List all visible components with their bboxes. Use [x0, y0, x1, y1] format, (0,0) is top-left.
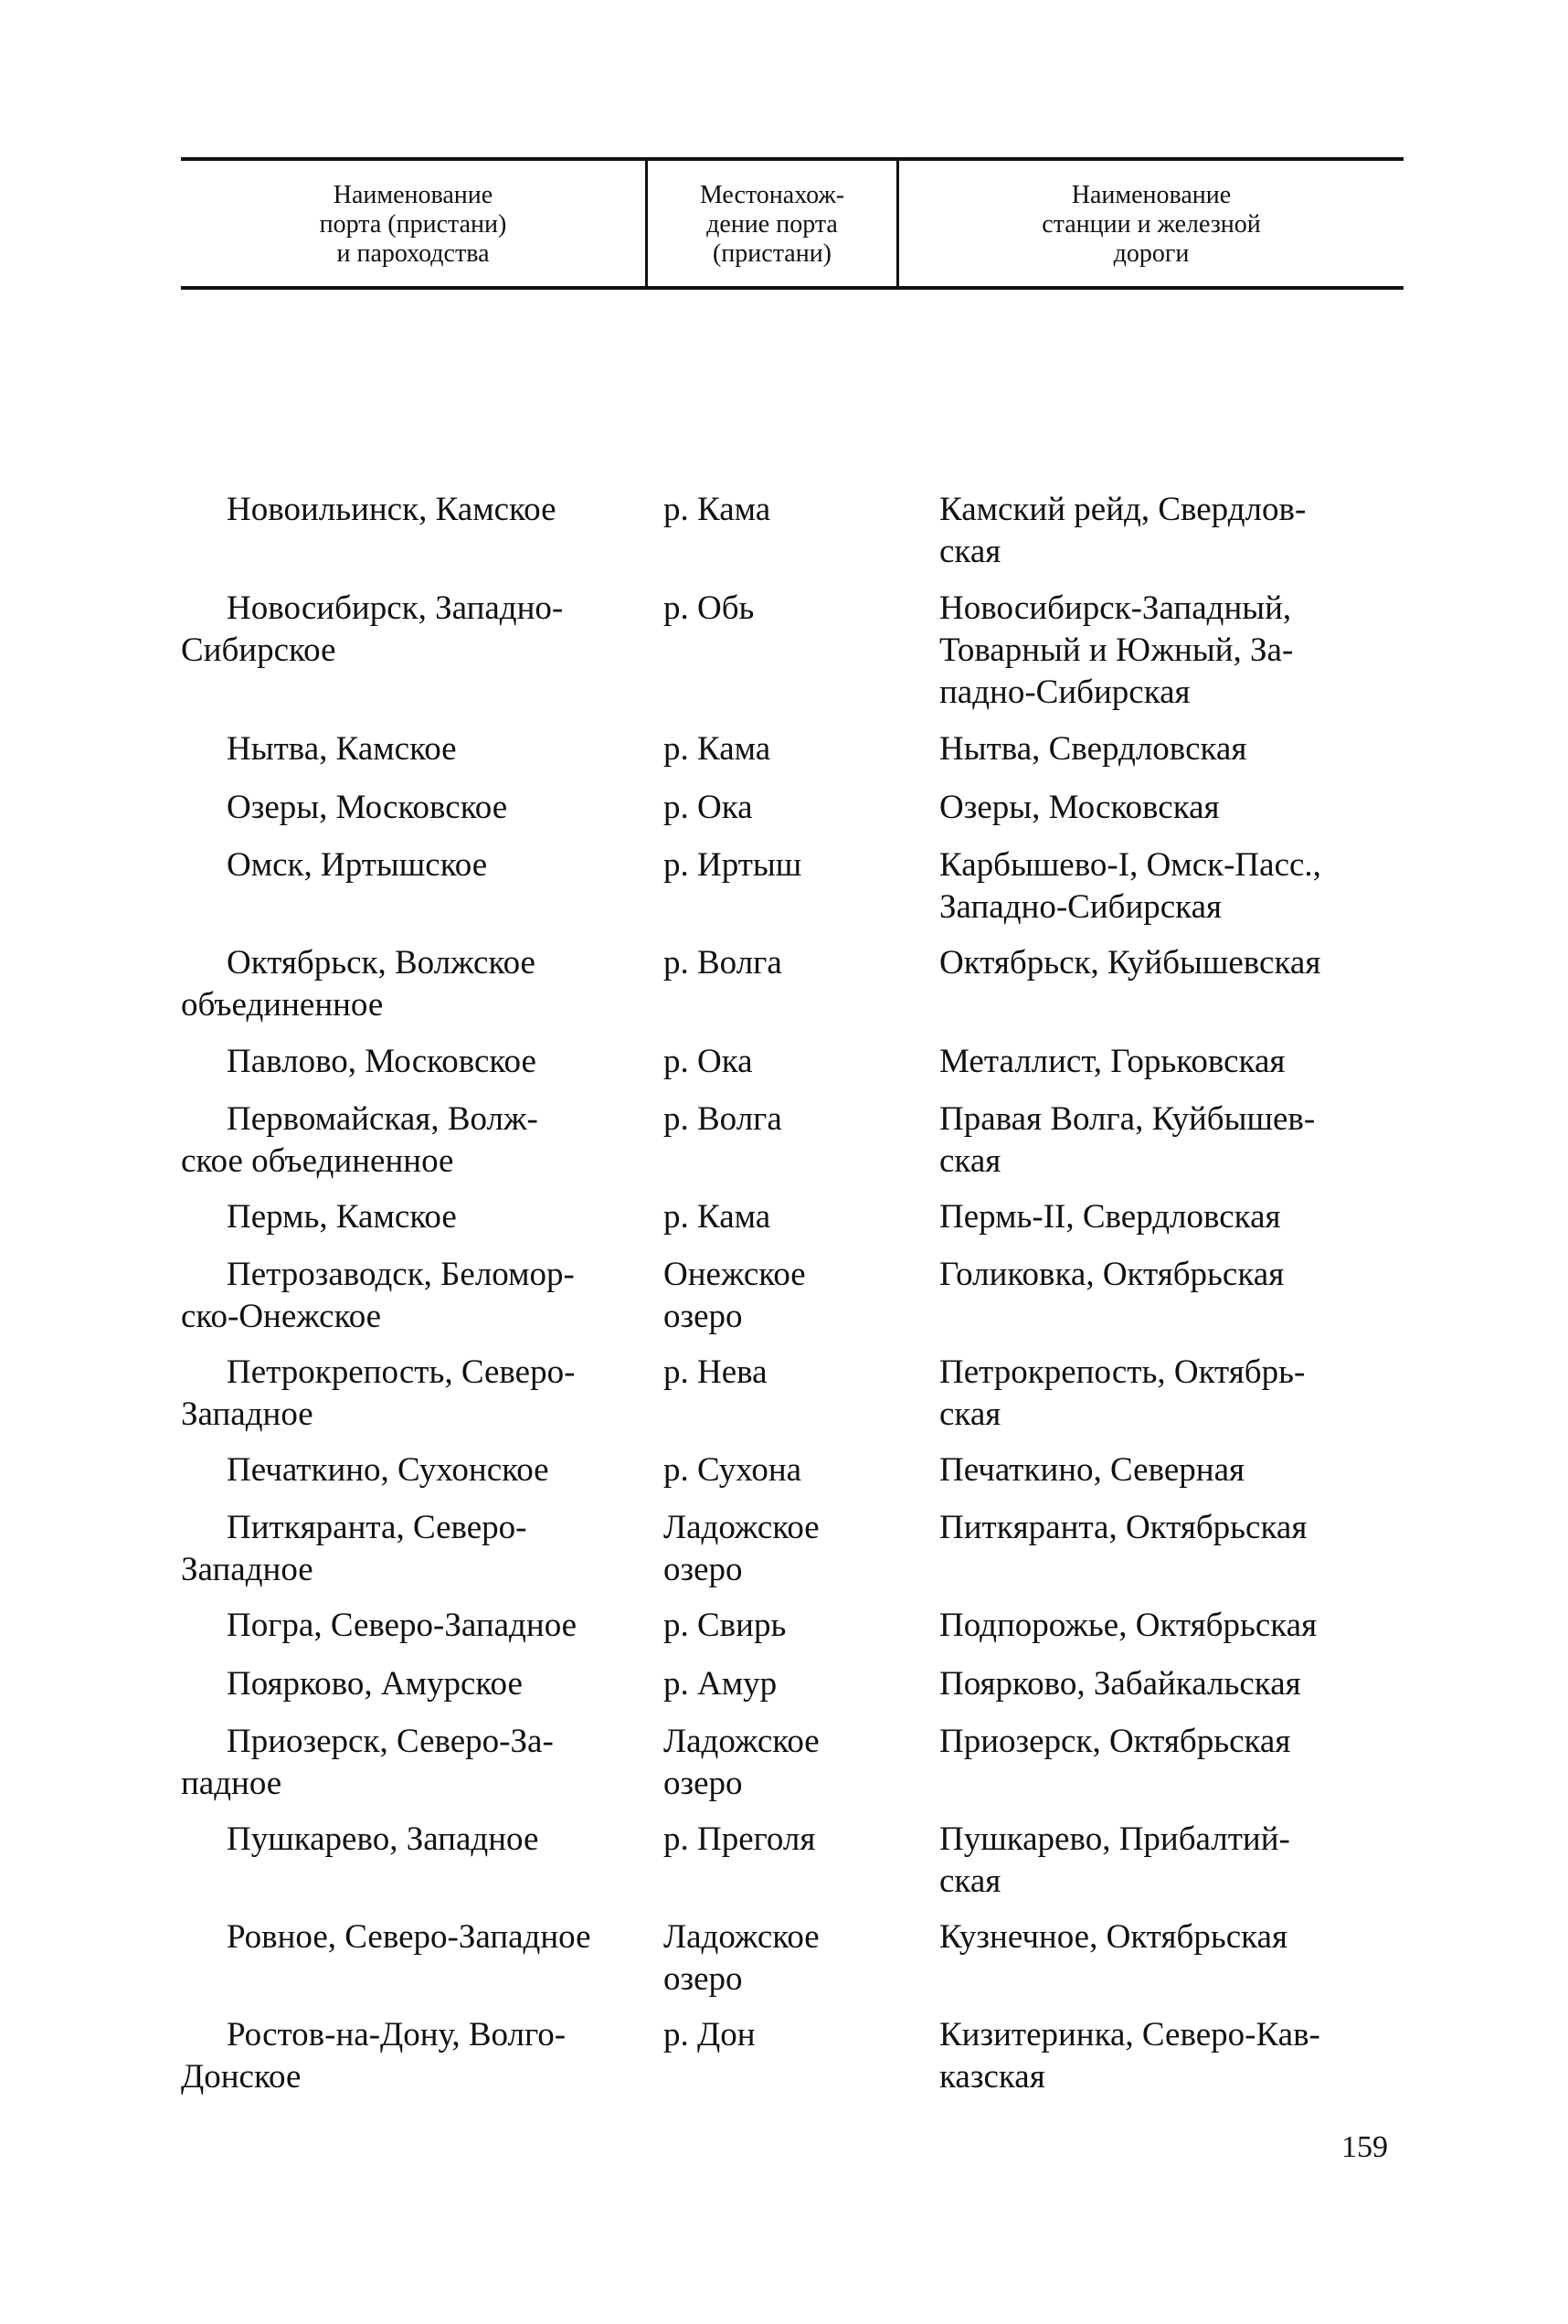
station-cell	[939, 1819, 1405, 1903]
cell-line: Товарный и Южный, За-	[939, 631, 1294, 669]
cell-line: Пушкарево, Западное	[227, 1820, 539, 1858]
cell-line: озеро	[663, 1298, 743, 1335]
location-cell	[663, 1819, 928, 1861]
port-cell	[181, 2014, 656, 2098]
header-line: дороги	[1113, 239, 1190, 268]
cell-line: ская	[939, 1395, 1001, 1433]
location-cell	[663, 1352, 928, 1394]
port-cell	[181, 1196, 656, 1238]
cell-line: Онежское	[663, 1256, 806, 1293]
cell-line: ское объединенное	[181, 1142, 454, 1180]
station-cell	[939, 588, 1405, 714]
station-cell	[939, 787, 1405, 829]
cell-line: Печаткино, Сухонское	[227, 1451, 549, 1489]
cell-line: Камский рейд, Свердлов-	[939, 491, 1307, 528]
location-cell	[663, 489, 928, 531]
station-cell	[939, 1721, 1405, 1763]
cell-line: Ростов-на-Дону, Волго-	[227, 2016, 567, 2053]
cell-line: р. Кама	[663, 491, 771, 528]
port-cell	[181, 489, 656, 531]
location-cell	[663, 728, 928, 770]
location-cell	[663, 942, 928, 984]
cell-line: Кизитеринка, Северо-Кав-	[939, 2016, 1320, 2053]
header-line: порта (пристани)	[319, 210, 507, 239]
station-cell	[939, 1254, 1405, 1296]
header-line: Наименование	[1071, 181, 1232, 209]
cell-line: Ровное, Северо-Западное	[227, 1918, 591, 1956]
cell-line: Приозерск, Октябрьская	[939, 1723, 1291, 1760]
cell-line: Пушкарево, Прибалтий-	[939, 1820, 1290, 1858]
cell-line: р. Кама	[663, 1198, 771, 1236]
cell-line: падное	[181, 1765, 282, 1802]
cell-line: Нытва, Камское	[227, 730, 457, 768]
location-cell	[663, 1449, 928, 1491]
cell-line: р. Кама	[663, 730, 771, 768]
page-number: 159	[1341, 2130, 1388, 2164]
port-cell	[181, 728, 656, 770]
cell-line: Пермь-II, Свердловская	[939, 1198, 1281, 1236]
header-line: дение порта	[706, 210, 838, 239]
port-cell	[181, 1098, 656, 1183]
cell-line: Петрозаводск, Беломор-	[227, 1256, 575, 1293]
port-cell	[181, 1663, 656, 1705]
port-cell	[181, 844, 656, 886]
cell-line: Питкяранта, Северо-	[227, 1509, 527, 1546]
cell-line: р. Ока	[663, 1043, 753, 1080]
cell-line: Сибирское	[181, 631, 336, 669]
location-cell	[663, 1916, 928, 2000]
station-cell	[939, 1605, 1405, 1647]
cell-line: Первомайская, Волж-	[227, 1100, 538, 1138]
cell-line: р. Преголя	[663, 1820, 816, 1858]
cell-line: Ладожское	[663, 1723, 820, 1760]
cell-line: Нытва, Свердловская	[939, 730, 1247, 768]
cell-line: Пермь, Камское	[227, 1198, 457, 1236]
station-cell	[939, 1507, 1405, 1549]
cell-line: р. Нева	[663, 1353, 768, 1391]
cell-line: р. Волга	[663, 1100, 782, 1138]
port-cell	[181, 1916, 656, 1958]
station-cell	[939, 489, 1405, 573]
cell-line: Озеры, Московское	[227, 789, 508, 826]
cell-line: р. Ока	[663, 789, 753, 826]
header-line: и пароходства	[336, 239, 490, 268]
cell-line: Западное	[181, 1551, 313, 1588]
cell-line: Правая Волга, Куйбышев-	[939, 1100, 1316, 1138]
cell-line: Новосибирск, Западно-	[227, 589, 564, 627]
cell-line: Поярково, Амурское	[227, 1665, 523, 1703]
cell-line: Западно-Сибирская	[939, 888, 1223, 926]
port-cell	[181, 1721, 656, 1805]
location-cell	[663, 2014, 928, 2056]
station-cell	[939, 728, 1405, 770]
ports-table	[181, 157, 1404, 2096]
header-line: (пристани)	[712, 239, 832, 268]
header-line: Местонахож-	[699, 181, 845, 209]
location-cell	[663, 787, 928, 829]
cell-line: объединенное	[181, 986, 384, 1024]
cell-line: Ладожское	[663, 1918, 820, 1956]
cell-line: озеро	[663, 1765, 743, 1802]
header-line: Наименование	[333, 181, 493, 209]
port-cell	[181, 942, 656, 1026]
port-cell	[181, 1605, 656, 1647]
location-cell	[663, 844, 928, 886]
station-cell	[939, 1352, 1405, 1436]
cell-line: Поярково, Забайкальская	[939, 1665, 1301, 1703]
cell-line: Петрокрепость, Северо-	[227, 1353, 576, 1391]
cell-line: Погра, Северо-Западное	[227, 1607, 577, 1644]
cell-line: р. Свирь	[663, 1607, 787, 1644]
table-header	[181, 157, 1404, 290]
header-station-name	[899, 161, 1404, 286]
cell-line: р. Амур	[663, 1665, 778, 1703]
port-cell	[181, 1819, 656, 1861]
cell-line: Голиковка, Октябрьская	[939, 1256, 1285, 1293]
location-cell	[663, 1605, 928, 1647]
station-cell	[939, 1041, 1405, 1083]
location-cell	[663, 1721, 928, 1805]
cell-line: Ладожское	[663, 1509, 820, 1546]
location-cell	[663, 1098, 928, 1141]
cell-line: Западное	[181, 1395, 313, 1433]
cell-line: Октябрьск, Куйбышевская	[939, 944, 1321, 982]
cell-line: Озеры, Московская	[939, 789, 1220, 826]
location-cell	[663, 588, 928, 630]
cell-line: Приозерск, Северо-За-	[227, 1723, 554, 1760]
station-cell	[939, 1663, 1405, 1705]
cell-line: р. Обь	[663, 589, 755, 627]
port-cell	[181, 588, 656, 672]
station-cell	[939, 1916, 1405, 1958]
cell-line: Павлово, Московское	[227, 1043, 536, 1080]
location-cell	[663, 1507, 928, 1591]
cell-line: Новосибирск-Западный,	[939, 589, 1292, 627]
cell-line: Октябрьск, Волжское	[227, 944, 535, 982]
cell-line: р. Дон	[663, 2016, 756, 2053]
port-cell	[181, 1507, 656, 1591]
location-cell	[663, 1041, 928, 1083]
station-cell	[939, 1449, 1405, 1491]
cell-line: р. Сухона	[663, 1451, 802, 1489]
cell-line: ско-Онежское	[181, 1298, 382, 1335]
station-cell	[939, 1196, 1405, 1238]
cell-line: озеро	[663, 1960, 743, 1998]
cell-line: Металлист, Горьковская	[939, 1043, 1286, 1080]
cell-line: Кузнечное, Октябрьская	[939, 1918, 1287, 1956]
station-cell	[939, 942, 1405, 984]
location-cell	[663, 1663, 928, 1705]
cell-line: Печаткино, Северная	[939, 1451, 1245, 1489]
cell-line: казская	[939, 2058, 1045, 2096]
port-cell	[181, 1352, 656, 1436]
port-cell	[181, 1449, 656, 1491]
cell-line: Новоильинск, Камское	[227, 491, 556, 528]
location-cell	[663, 1254, 928, 1338]
header-port-location	[645, 161, 899, 286]
header-line: станции и железной	[1042, 210, 1261, 239]
cell-line: ская	[939, 1862, 1001, 1900]
port-cell	[181, 787, 656, 829]
port-cell	[181, 1254, 656, 1338]
cell-line: р. Волга	[663, 944, 782, 982]
station-cell	[939, 1098, 1405, 1183]
cell-line: Питкяранта, Октябрьская	[939, 1509, 1308, 1546]
cell-line: ская	[939, 533, 1001, 570]
port-cell	[181, 1041, 656, 1083]
cell-line: падно-Сибирская	[939, 674, 1191, 711]
station-cell	[939, 2014, 1405, 2098]
cell-line: Петрокрепость, Октябрь-	[939, 1353, 1306, 1391]
cell-line: ская	[939, 1142, 1001, 1180]
cell-line: р. Иртыш	[663, 846, 802, 884]
header-port-name	[181, 161, 645, 286]
cell-line: озеро	[663, 1551, 743, 1588]
cell-line: Донское	[181, 2058, 302, 2096]
location-cell	[663, 1196, 928, 1238]
cell-line: Карбышево-I, Омск-Пасс.,	[939, 846, 1321, 884]
station-cell	[939, 844, 1405, 929]
cell-line: Омск, Иртышское	[227, 846, 488, 884]
cell-line: Подпорожье, Октябрьская	[939, 1607, 1318, 1644]
